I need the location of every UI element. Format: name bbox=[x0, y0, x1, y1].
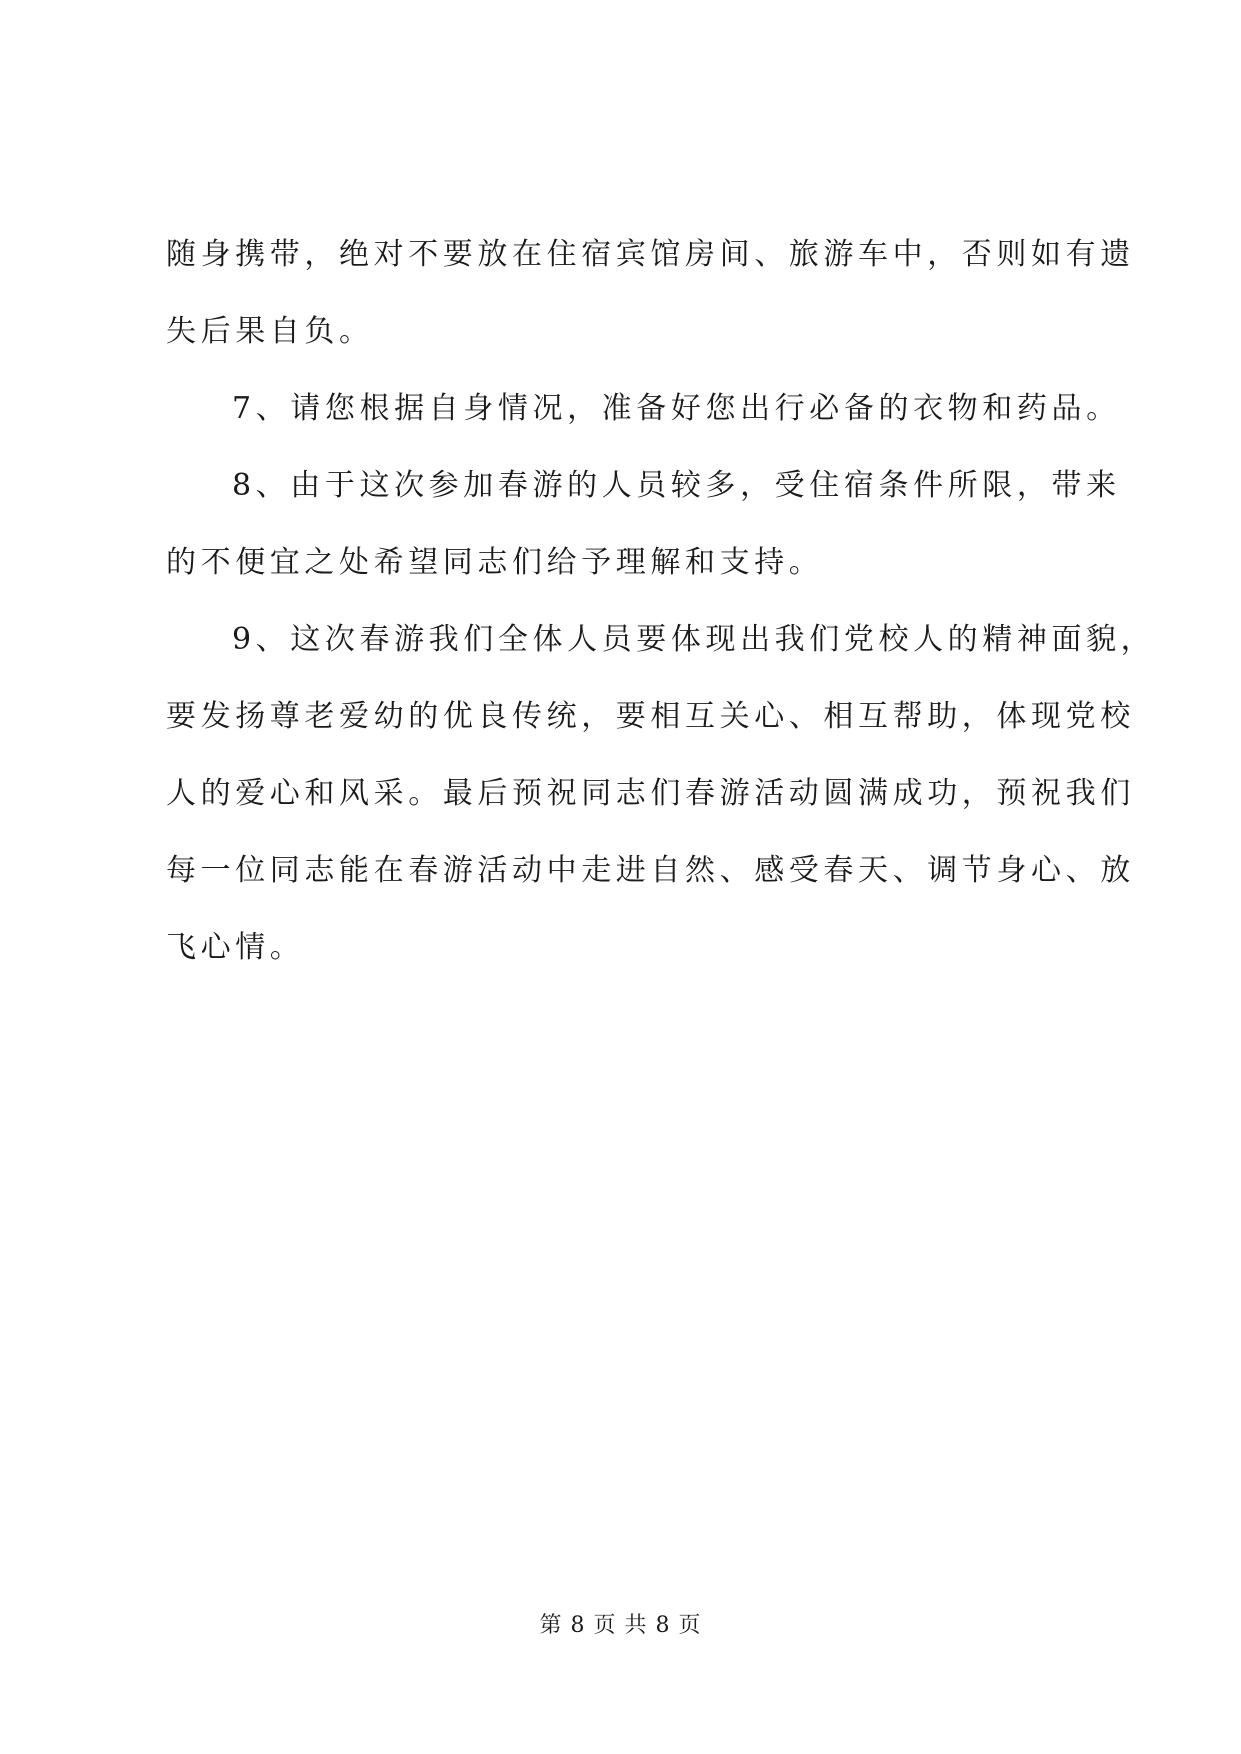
text-line: 飞心情。 bbox=[166, 930, 305, 965]
text-line: 人的爱心和风采。最后预祝同志们春游活动圆满成功，预祝我们 bbox=[166, 776, 1135, 811]
paragraph-continuation bbox=[166, 227, 1135, 360]
text-line: 9、这次春游我们全体人员要体现出我们党校人的精神面貌， bbox=[232, 622, 1156, 657]
document-body bbox=[166, 227, 1156, 976]
text-line: 要发扬尊老爱幼的优良传统，要相互关心、相互帮助，体现党校 bbox=[166, 699, 1135, 734]
text-line: 7、请您根据自身情况，准备好您出行必备的衣物和药品。 bbox=[232, 391, 1121, 426]
paragraph-item-7 bbox=[166, 381, 1121, 437]
text-line: 的不便宜之处希望同志们给予理解和支持。 bbox=[166, 545, 824, 580]
paragraph-item-9 bbox=[166, 612, 1156, 976]
paragraph-item-8 bbox=[166, 458, 1121, 591]
text-line: 失后果自负。 bbox=[166, 314, 374, 349]
text-line: 8、由于这次参加春游的人员较多，受住宿条件所限，带来 bbox=[232, 468, 1121, 503]
text-line: 每一位同志能在春游活动中走进自然、感受春天、调节身心、放 bbox=[166, 853, 1135, 888]
text-line: 随身携带，绝对不要放在住宿宾馆房间、旅游车中，否则如有遗 bbox=[166, 237, 1135, 272]
page-number-footer: 第 8 页 共 8 页 bbox=[539, 1613, 702, 1638]
